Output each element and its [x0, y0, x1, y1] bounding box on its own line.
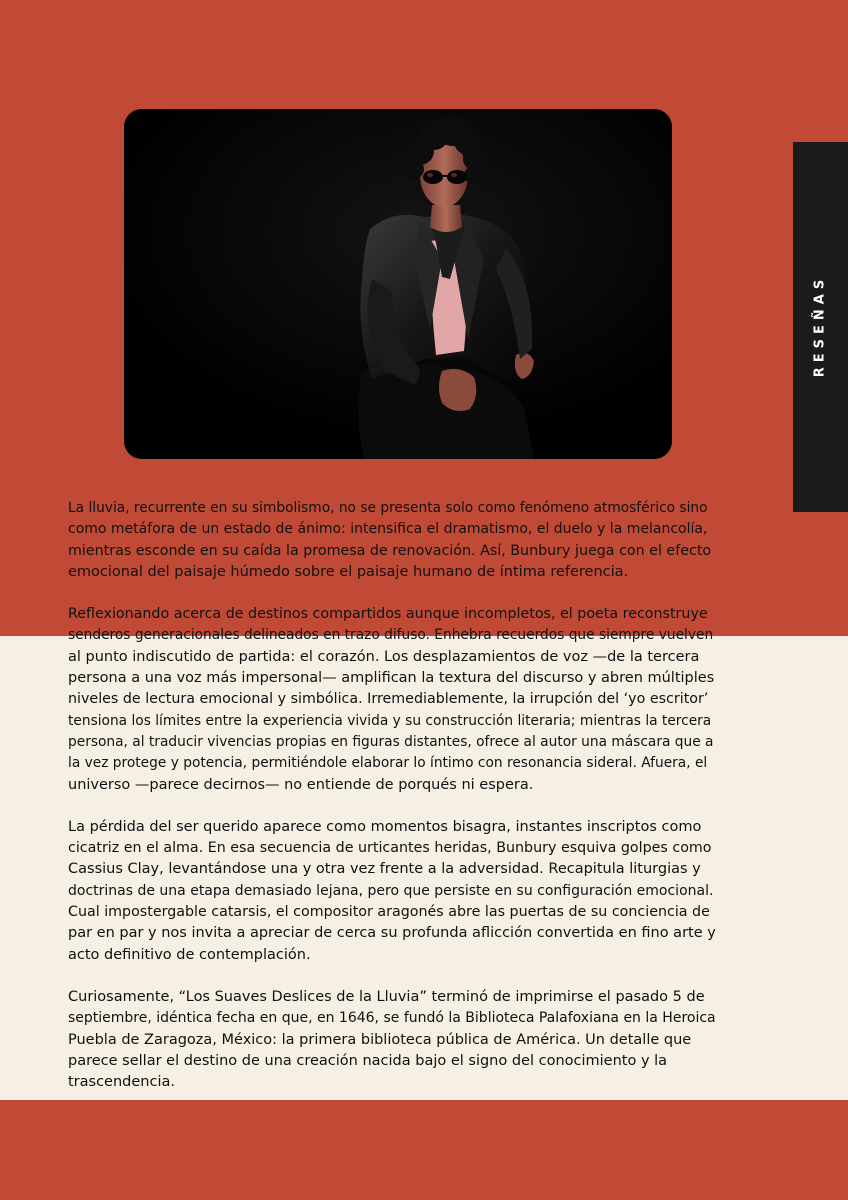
text-line: par en par y nos invita a apreciar de cerca su profunda aflicción convertida en fino arte y	[68, 925, 716, 942]
text-line: La lluvia, recurrente en su simbolismo, no se presenta solo como fenómeno atmosférico sino	[68, 500, 708, 516]
article-photo	[124, 109, 672, 459]
text-line: La pérdida del ser querido aparece como momentos bisagra, instantes inscriptos como	[68, 818, 702, 835]
text-line: emocional del paisaje húmedo sobre el paisaje humano de íntima referencia.	[68, 563, 629, 580]
text-line: Puebla de Zaragoza, México: la primera biblioteca pública de América. Un detalle que	[68, 1031, 692, 1048]
paragraph	[68, 604, 716, 796]
text-line: acto definitivo de contemplación.	[68, 946, 311, 963]
text-line: la vez protege y potencia, permitiéndole elaborar lo íntimo con resonancia sideral. Afuera, el	[68, 755, 708, 772]
text-line: parece sellar el destino de una creación nacida bajo el signo del conocimiento y la	[68, 1052, 668, 1069]
article-body	[68, 498, 716, 1114]
text-line: Curiosamente, “Los Suaves Deslices de la Lluvia” terminó de imprimirse el pasado 5 de	[68, 988, 705, 1005]
text-line: persona, al traducir vivencias propias en figuras distantes, ofrece al autor una máscara que a	[68, 733, 714, 750]
text-line: cicatriz en el alma. En esa secuencia de urticantes heridas, Bunbury esquiva golpes como	[68, 840, 712, 857]
text-line: mientras esconde en su caída la promesa de renovación. Así, Bunbury juega con el efecto	[68, 542, 712, 559]
text-line: senderos generacionales delineados en trazo difuso. Enhebra recuerdos que siempre vuelven	[68, 627, 714, 644]
paragraph	[68, 498, 716, 583]
text-line: como metáfora de un estado de ánimo: intensifica el dramatismo, el duelo y la melancolía,	[68, 521, 708, 538]
text-line: Cassius Clay, levantándose una y otra vez frente a la adversidad. Recapitula liturgias y	[68, 861, 701, 878]
text-line: septiembre, idéntica fecha en que, en 1646, se fundó la Biblioteca Palafoxiana en la Heroica	[68, 1010, 716, 1027]
text-line: doctrinas de una etapa demasiado lejana, pero que persiste en su configuración emocional.	[68, 882, 714, 899]
bottom-red-band	[0, 1100, 848, 1200]
section-label: RESEÑAS	[812, 274, 828, 378]
paragraph	[68, 817, 716, 966]
text-line: al punto indiscutido de partida: el corazón. Los desplazamientos de voz —de la tercera	[68, 648, 700, 665]
text-line: Cual impostergable catarsis, el compositor aragonés abre las puertas de su conciencia de	[68, 904, 710, 921]
paragraph	[68, 987, 716, 1093]
portrait-photo-icon	[124, 109, 672, 459]
text-line: tensiona los límites entre la experiencia vivida y su construcción literaria; mientras la tercera	[68, 712, 712, 729]
text-line: niveles de lectura emocional y simbólica. Irremediablemente, la irrupción del ‘yo escritor’	[68, 691, 709, 708]
text-line: trascendencia.	[68, 1074, 175, 1091]
text-line: Reflexionando acerca de destinos compartidos aunque incompletos, el poeta reconstruye	[68, 606, 708, 623]
text-line: universo —parece decirnos— no entiende de porqués ni espera.	[68, 776, 534, 793]
text-line: persona a una voz más impersonal— amplifican la textura del discurso y abren múltiples	[68, 670, 715, 687]
